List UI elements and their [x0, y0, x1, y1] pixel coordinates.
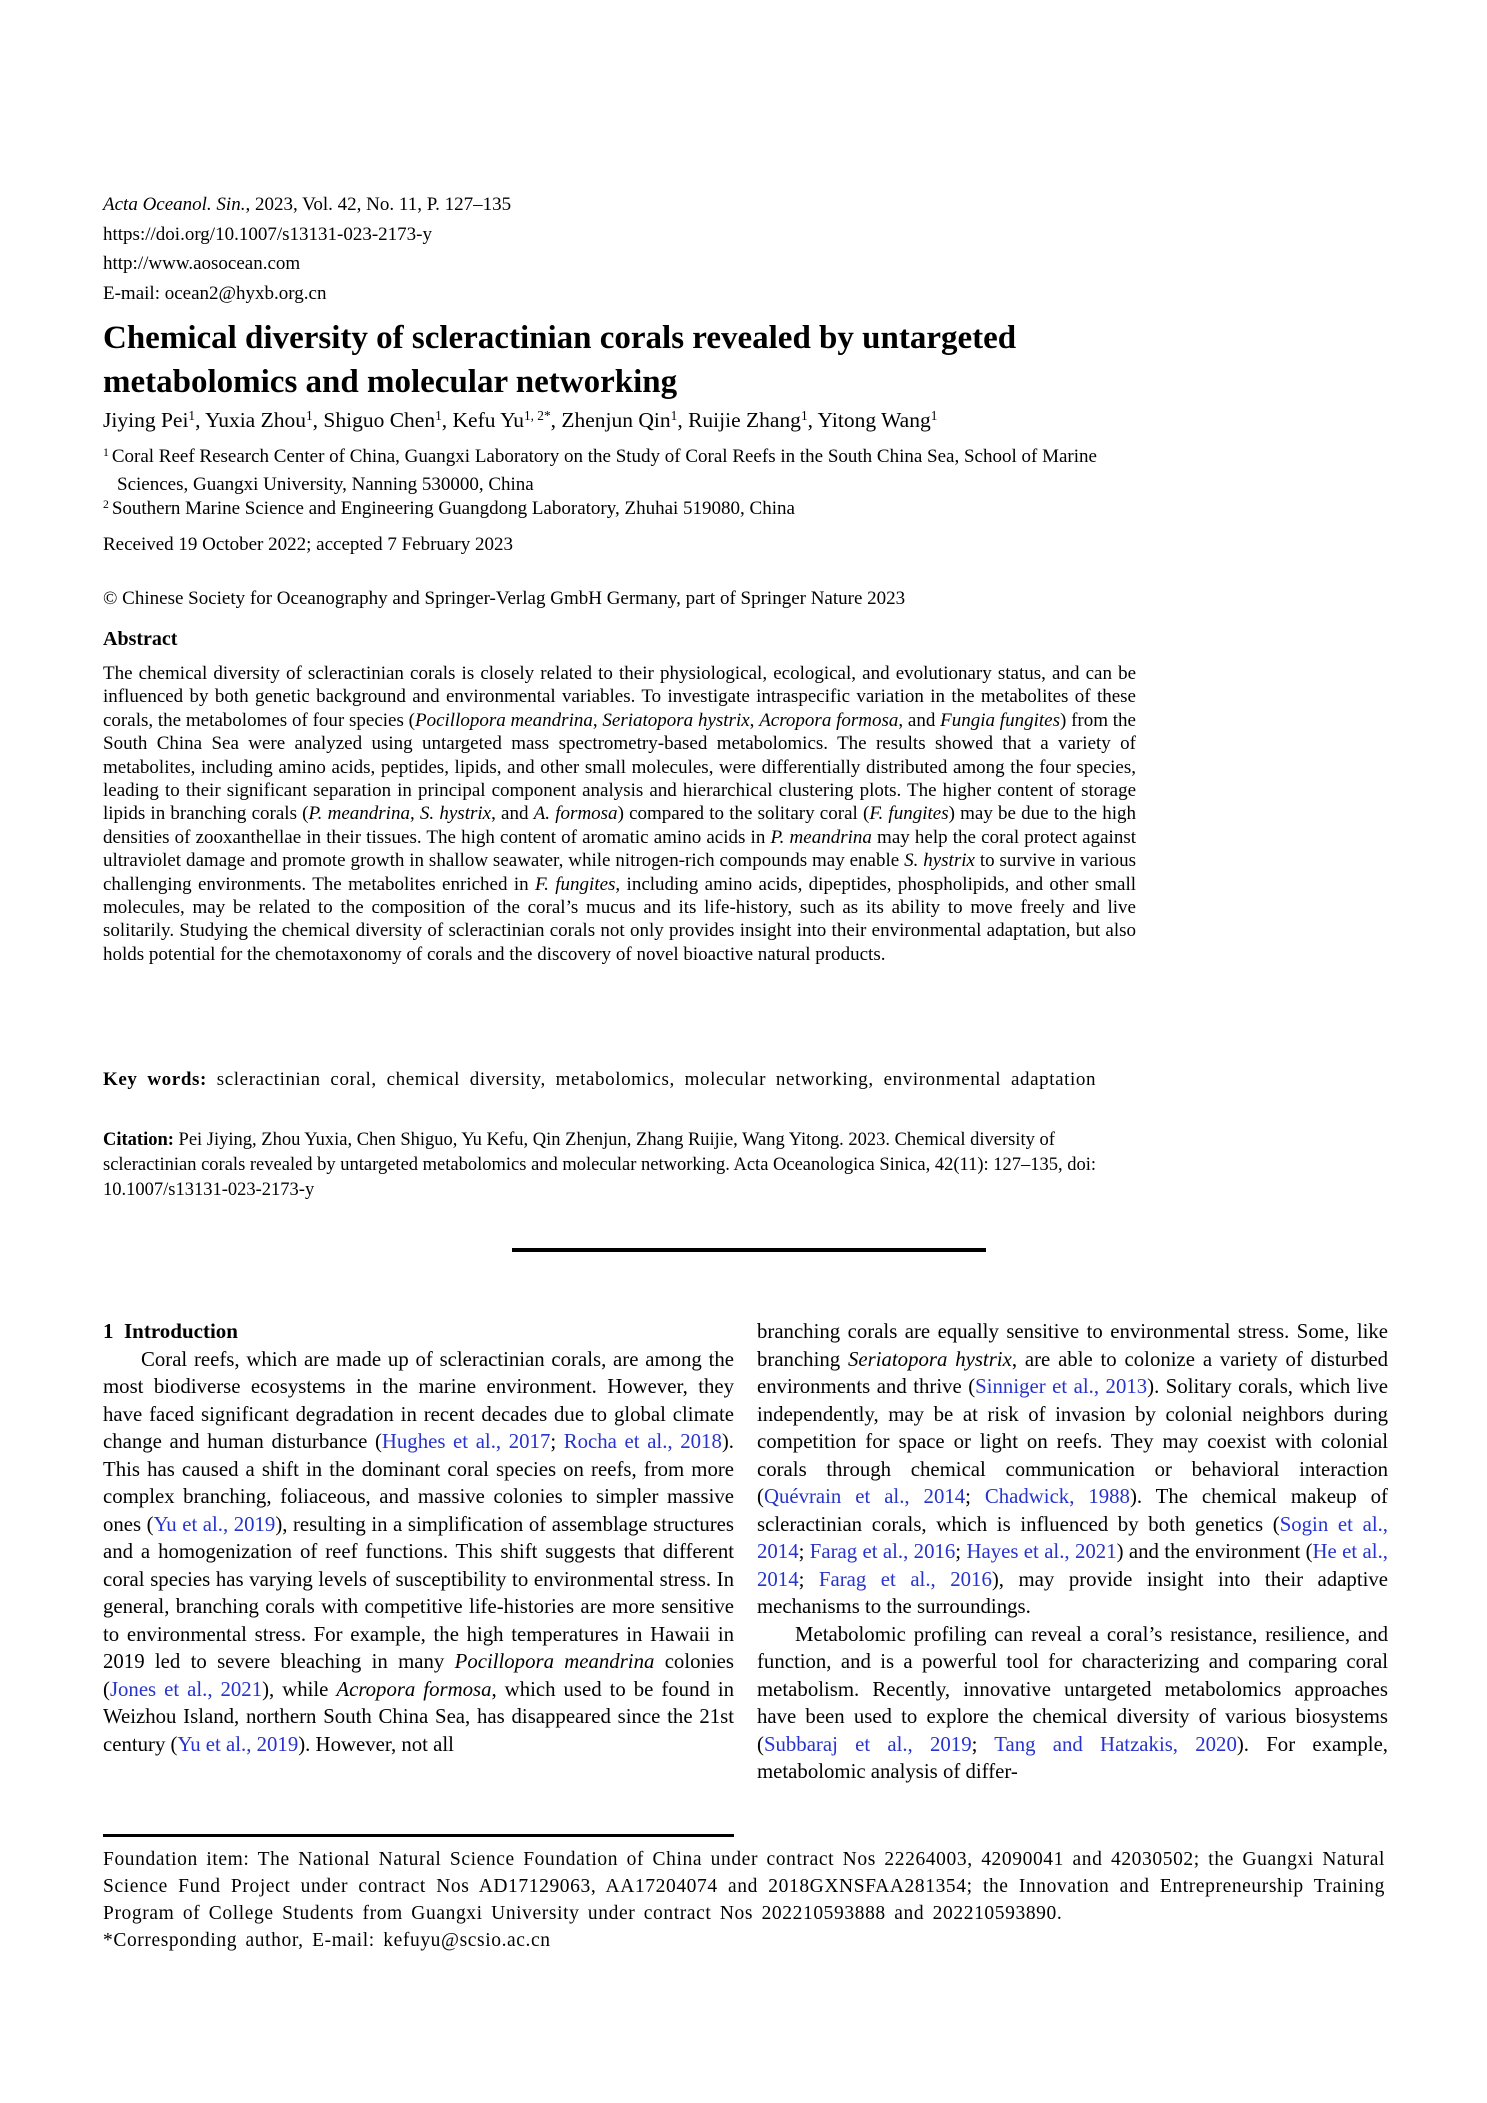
text-segment: Coral reefs, which are made up of scleractinian corals, are among the most biodiverse ecosystems in the marine environment. However, they have faced significant degradation in recent decades due to global climate change and human disturbance (	[103, 1347, 734, 1453]
citation-link[interactable]: Jones et al., 2021	[109, 1677, 263, 1701]
affiliation-2	[103, 496, 1138, 524]
copyright-line: © Chinese Society for Oceanography and Springer-Verlag GmbH Germany, part of Springer Nature 2023	[103, 588, 906, 609]
citation-link[interactable]: Farag et al., 2016	[818, 1567, 992, 1591]
citation-link[interactable]: Sogin et al., 2014	[757, 1512, 1389, 1563]
text-segment: ;	[798, 1540, 810, 1563]
text-segment: Southern Marine Science and Engineering Guangdong Laboratory, Zhuhai 519080, China	[111, 498, 795, 519]
text-segment: Citation:	[103, 1130, 179, 1150]
text-segment: ) from the South China Sea were analyzed using untargeted mass spectrometry-based metabolomics. The results showed that a variety of metabolites, including amino acids, peptides, lipids, and other small molecules, were differentially distributed among the four species, leading to their significant separation in principal component analysis and hierarchical clustering plots. The higher content of storage lipids in branching corals (	[103, 709, 1136, 825]
corresponding-author-line: *Corresponding author, E-mail: kefuyu@scsio.ac.cn	[103, 1930, 551, 1951]
citation	[103, 1128, 1136, 1203]
text-segment: ;	[550, 1430, 564, 1453]
affiliation-1	[103, 444, 1138, 498]
text-segment: ,	[749, 709, 760, 731]
text-segment: , Zhenjun Qin	[550, 408, 671, 432]
text-segment: , Yitong Wang	[807, 408, 931, 432]
text-segment: P. meandrina	[770, 826, 872, 848]
journal-website: http://www.aosocean.com	[103, 253, 301, 274]
text-segment: Pocillopora meandrina	[454, 1650, 655, 1673]
text-segment: S. hystrix	[419, 803, 492, 825]
citation-link[interactable]: Yu et al., 2019	[177, 1732, 299, 1756]
citation-link[interactable]: Hughes et al., 2017	[381, 1430, 551, 1453]
text-segment: 1	[670, 408, 678, 424]
text-segment: Coral Reef Research Center of China, Guangxi Laboratory on the Study of Coral Reefs in the South China Sea, School of Marine Sciences, Guangxi University, Nanning 530000, China	[111, 446, 1097, 495]
text-segment: , Ruijie Zhang	[677, 408, 801, 432]
citation-link[interactable]: Tang and Hatzakis, 2020	[994, 1732, 1237, 1756]
text-segment: Metabolomic profiling can reveal a coral’s resistance, resilience, and function, and is a powerful tool for characterizing and comparing coral metabolism. Recently, innovative untargeted metabolomics approaches have been used to explore the chemical diversity of various biosystems (	[757, 1622, 1388, 1756]
abstract-text	[103, 662, 1136, 966]
text-segment: ;	[798, 1567, 819, 1591]
text-segment: S. hystrix	[904, 850, 975, 872]
text-segment: Fungia fungites	[940, 709, 1060, 731]
text-segment: , 2023, Vol. 42, No. 11, P. 127–135	[245, 194, 512, 215]
text-segment: ;	[955, 1540, 967, 1563]
text-segment: , are able to colonize a variety of disturbed environments and thrive (	[757, 1347, 1389, 1398]
abstract-heading: Abstract	[103, 628, 178, 650]
text-segment: ), may provide insight into their adaptive mechanisms to the surroundings.	[757, 1567, 1389, 1618]
text-segment: 1	[435, 408, 442, 424]
text-segment: ), while	[262, 1677, 337, 1701]
text-segment: 1	[188, 408, 196, 424]
text-segment: ). For example, metabolomic analysis of differ-	[757, 1732, 1388, 1783]
text-segment: , which used to be found in Weizhou Island, northern South China Sea, has disappeared since the 21st century (	[103, 1677, 735, 1756]
text-segment: , Shiguo Chen	[312, 408, 436, 432]
text-segment: ) compared to the solitary coral (	[617, 803, 870, 825]
citation-link[interactable]: Hayes et al., 2021	[966, 1540, 1117, 1563]
text-segment: ,	[409, 803, 420, 825]
text-segment: 1	[800, 408, 808, 424]
text-segment: , and	[491, 803, 534, 825]
text-segment: Seriatopora hystrix	[602, 709, 750, 731]
text-segment: 1	[930, 408, 938, 424]
text-segment: to survive in various challenging environments. The metabolites enriched in	[103, 850, 1136, 895]
text-segment: 1, 2*	[523, 408, 551, 424]
body-column-right	[757, 1318, 1388, 1786]
text-segment: Pocillopora meandrina	[414, 709, 593, 731]
footnote	[103, 1846, 1385, 1954]
citation-link[interactable]: Quévrain et al., 2014	[763, 1485, 966, 1508]
text-segment: ) and the environment (	[1116, 1540, 1313, 1563]
text-segment: ). This has caused a shift in the dominant coral species on reefs, from more complex branching, foliaceous, and massive colonies to simpler massive ones (	[103, 1430, 734, 1536]
article-title: Chemical diversity of scleractinian corals revealed by untargeted metabolomics and molecular networking	[103, 320, 1017, 400]
journal-name-volume	[103, 190, 1138, 220]
text-segment: 1	[103, 446, 112, 460]
journal-doi: https://doi.org/10.1007/s13131-023-2173-y	[103, 223, 432, 245]
citation-link[interactable]: He et al., 2014	[757, 1540, 1388, 1591]
section-heading-introduction: 1 Introduction	[103, 1319, 238, 1343]
keywords	[103, 1068, 1136, 1092]
journal-header	[103, 190, 1138, 308]
text-segment: ;	[965, 1485, 985, 1508]
intro-paragraph-2	[757, 1621, 1388, 1786]
text-segment: A. formosa	[533, 803, 618, 825]
text-segment: ), resulting in a simplification of assemblage structures and a homogenization of reef functions. This shift suggests that different coral species has varying levels of susceptibility to environmental stress. In general, branching corals with competitive life-histories are more sensitive to environmental stress. For example, the high temperatures in Hawaii in 2019 led to severe bleaching in many	[103, 1512, 734, 1673]
text-segment: , Kefu Yu	[441, 408, 524, 432]
text-segment: F. fungites	[869, 803, 949, 825]
journal-email: E-mail: ocean2@hyxb.org.cn	[103, 282, 327, 304]
text-segment: scleractinian coral, chemical diversity, metabolomics, molecular networking, environmental adaptation	[216, 1069, 1097, 1090]
citation-link[interactable]: Sinniger et al., 2013	[975, 1375, 1148, 1398]
text-segment: ) may be due to the high densities of zooxanthellae in their tissues. The high content of aromatic amino acids in	[103, 803, 1137, 848]
text-segment: , and	[898, 709, 941, 731]
text-segment: colonies (	[103, 1650, 734, 1701]
text-segment: 1	[305, 408, 313, 424]
text-segment: Acropora formosa	[759, 709, 899, 731]
text-segment: may help the coral protect against ultraviolet damage and promote growth in shallow seawater, while nitrogen-rich compounds may enable	[103, 826, 1136, 872]
received-accepted-dates: Received 19 October 2022; accepted 7 February 2023	[103, 534, 513, 555]
citation-link[interactable]: Farag et al., 2016	[809, 1540, 956, 1563]
citation-link[interactable]: Rocha et al., 2018	[563, 1430, 722, 1453]
text-segment: ). Solitary corals, which live independently, may be at risk of invasion by colonial neighbors during competition for space or light on reefs. They may coexist with colonial corals through chemical communication or behavioral interaction (	[757, 1375, 1388, 1508]
citation-link[interactable]: Yu et al., 2019	[153, 1512, 276, 1536]
citation-link[interactable]: Chadwick, 1988	[984, 1485, 1130, 1508]
text-segment: Seriatopora hystrix	[848, 1347, 1012, 1371]
text-segment: ). The chemical makeup of scleractinian corals, which is influenced by both genetics (	[757, 1485, 1388, 1536]
text-segment: , Yuxia Zhou	[195, 408, 306, 432]
text-segment: ,	[592, 709, 603, 731]
text-segment: Key words:	[103, 1069, 217, 1090]
foundation-item: Foundation item: The National Natural Science Foundation of China under contract Nos 22264003, 42090041 and 42030502; the Guangxi Natural Science Fund Project under contract Nos AD17129063, AA17204074 and 2018GXNSFAA281354; the Innovation and Entrepreneurship Training Program of College Students from Guangxi University under contract Nos 202210593888 and 202210593890.	[103, 1849, 1385, 1924]
text-segment: The chemical diversity of scleractinian corals is closely related to their physiological, ecological, and evolutionary status, and can be influenced by both genetic background and environmental variables. To investigate intraspecific variation in the metabolites of these corals, the metabolomes of four species (	[103, 663, 1136, 731]
body-column-left	[103, 1318, 734, 1758]
text-segment: branching corals are equally sensitive to environmental stress. Some, like branching	[757, 1320, 1388, 1371]
text-segment: Acta Oceanol. Sin.	[103, 194, 246, 215]
citation-link[interactable]: Subbaraj et al., 2019	[763, 1732, 972, 1756]
text-segment: Jiying Pei	[103, 408, 189, 432]
front-matter-divider-rule	[512, 1248, 986, 1252]
text-segment: ;	[971, 1732, 995, 1756]
text-segment: P. meandrina	[308, 803, 410, 825]
text-segment: Pei Jiying, Zhou Yuxia, Chen Shiguo, Yu Kefu, Qin Zhenjun, Zhang Ruijie, Wang Yitong. 2023. Chemical diversity of scleractinian corals revealed by untargeted metabolomics and molecular networking. Acta Oceanologica Sinica, 42(11): 127–135, doi: 10.1007/s13131-023-2173-y	[103, 1130, 1097, 1200]
text-segment: Acropora formosa	[336, 1677, 492, 1701]
text-segment: ). However, not all	[298, 1732, 454, 1756]
text-segment: 2	[103, 498, 112, 512]
intro-paragraph-1-left	[103, 1346, 734, 1759]
footnote-rule	[103, 1834, 734, 1837]
author-list	[103, 408, 1138, 433]
intro-paragraph-1-right	[757, 1318, 1388, 1621]
text-segment: F. fungites	[534, 873, 616, 895]
text-segment: , including amino acids, dipeptides, phospholipids, and other small molecules, may be related to the composition of the coral’s mucus and its life-history, such as its ability to move freely and live solitarily. Studying the chemical diversity of scleractinian corals not only provides insight into their environmental adaptation, but also holds potential for the chemotaxonomy of corals and the discovery of novel bioactive natural products.	[103, 873, 1137, 965]
